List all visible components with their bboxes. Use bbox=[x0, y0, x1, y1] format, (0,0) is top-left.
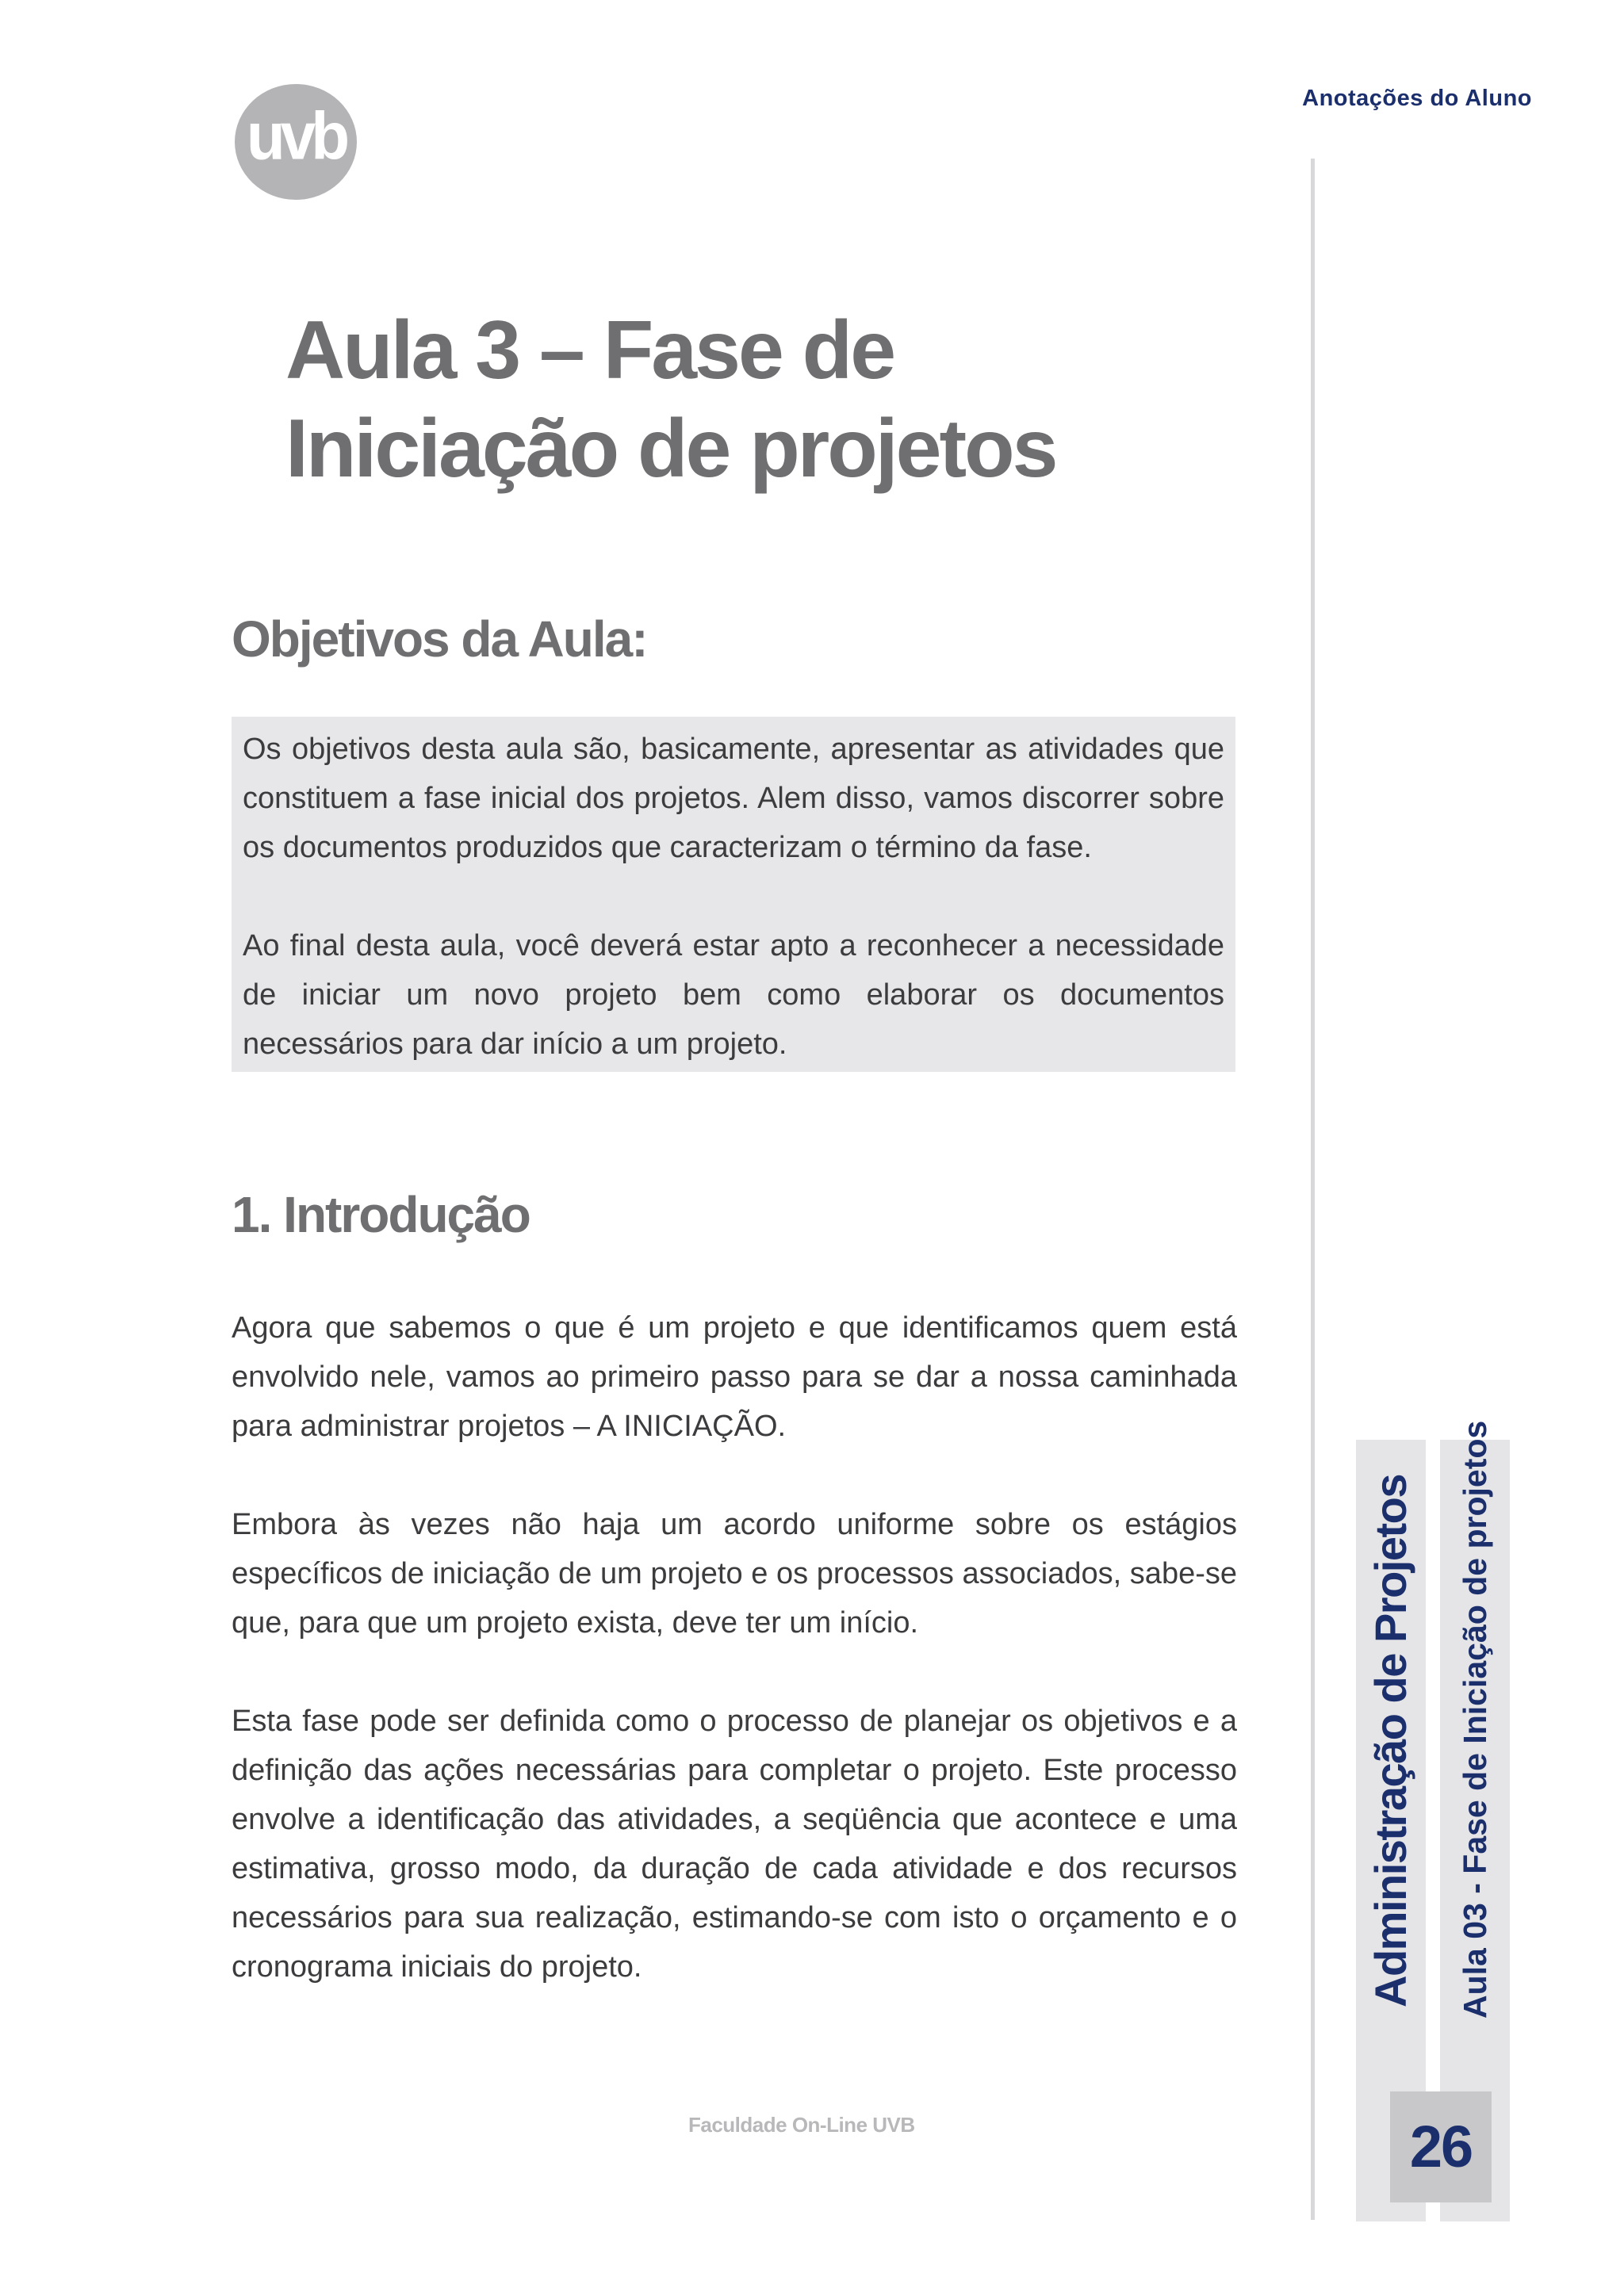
page-number: 26 bbox=[1409, 2114, 1473, 2179]
introduction-heading: 1. Introdução bbox=[232, 1186, 530, 1243]
lesson-label: Aula 03 - Fase de Iniciação de projetos bbox=[1457, 1420, 1493, 2019]
objectives-box bbox=[232, 717, 1235, 1072]
lesson-title: Aula 3 – Fase de Iniciação de projetos bbox=[285, 304, 1056, 495]
margin-divider bbox=[1311, 159, 1315, 2220]
logo-text: uvb bbox=[246, 98, 346, 174]
objectives-paragraph: Ao final desta aula, você deverá estar apto a reconhecer a necessidade de iniciar um novo projeto bem como elaborar os documentos necessários para dar início a um projeto. bbox=[243, 929, 1224, 1061]
course-title: Administração de Projetos bbox=[1365, 1474, 1415, 2007]
page-number-box bbox=[1390, 2091, 1492, 2202]
body-paragraph: Esta fase pode ser definida como o processo de planejar os objetivos e a definição das ações necessárias para completar o projeto. Este processo envolve a identificação das atividades, a seqüência que acontece e uma estimativa, grosso modo, da duração de cada atividade e dos recursos necessários para sua realização, estimando-se com isto o orçamento e o cronograma iniciais do projeto. bbox=[232, 1705, 1237, 1984]
objectives-paragraph: Os objetivos desta aula são, basicamente, apresentar as atividades que constituem a fase inicial dos projetos. Alem disso, vamos discorrer sobre os documentos produzidos que caracterizam o término da fase. bbox=[243, 733, 1224, 864]
footer-text: Faculdade On-Line UVB bbox=[688, 2113, 915, 2137]
body-paragraph: Embora às vezes não haja um acordo uniforme sobre os estágios específicos de iniciação de um projeto e os processos associados, sabe-se que, para que um projeto exista, deve ter um início. bbox=[232, 1508, 1237, 1640]
objectives-heading: Objetivos da Aula: bbox=[232, 610, 647, 668]
uvb-logo bbox=[235, 84, 357, 200]
student-notes-label: Anotações do Aluno bbox=[1302, 86, 1532, 111]
introduction-body bbox=[232, 1303, 1237, 1992]
body-paragraph: Agora que sabemos o que é um projeto e que identificamos quem está envolvido nele, vamos ao primeiro passo para se dar a nossa caminhada para administrar projetos – A INICIAÇÃO. bbox=[232, 1311, 1237, 1443]
